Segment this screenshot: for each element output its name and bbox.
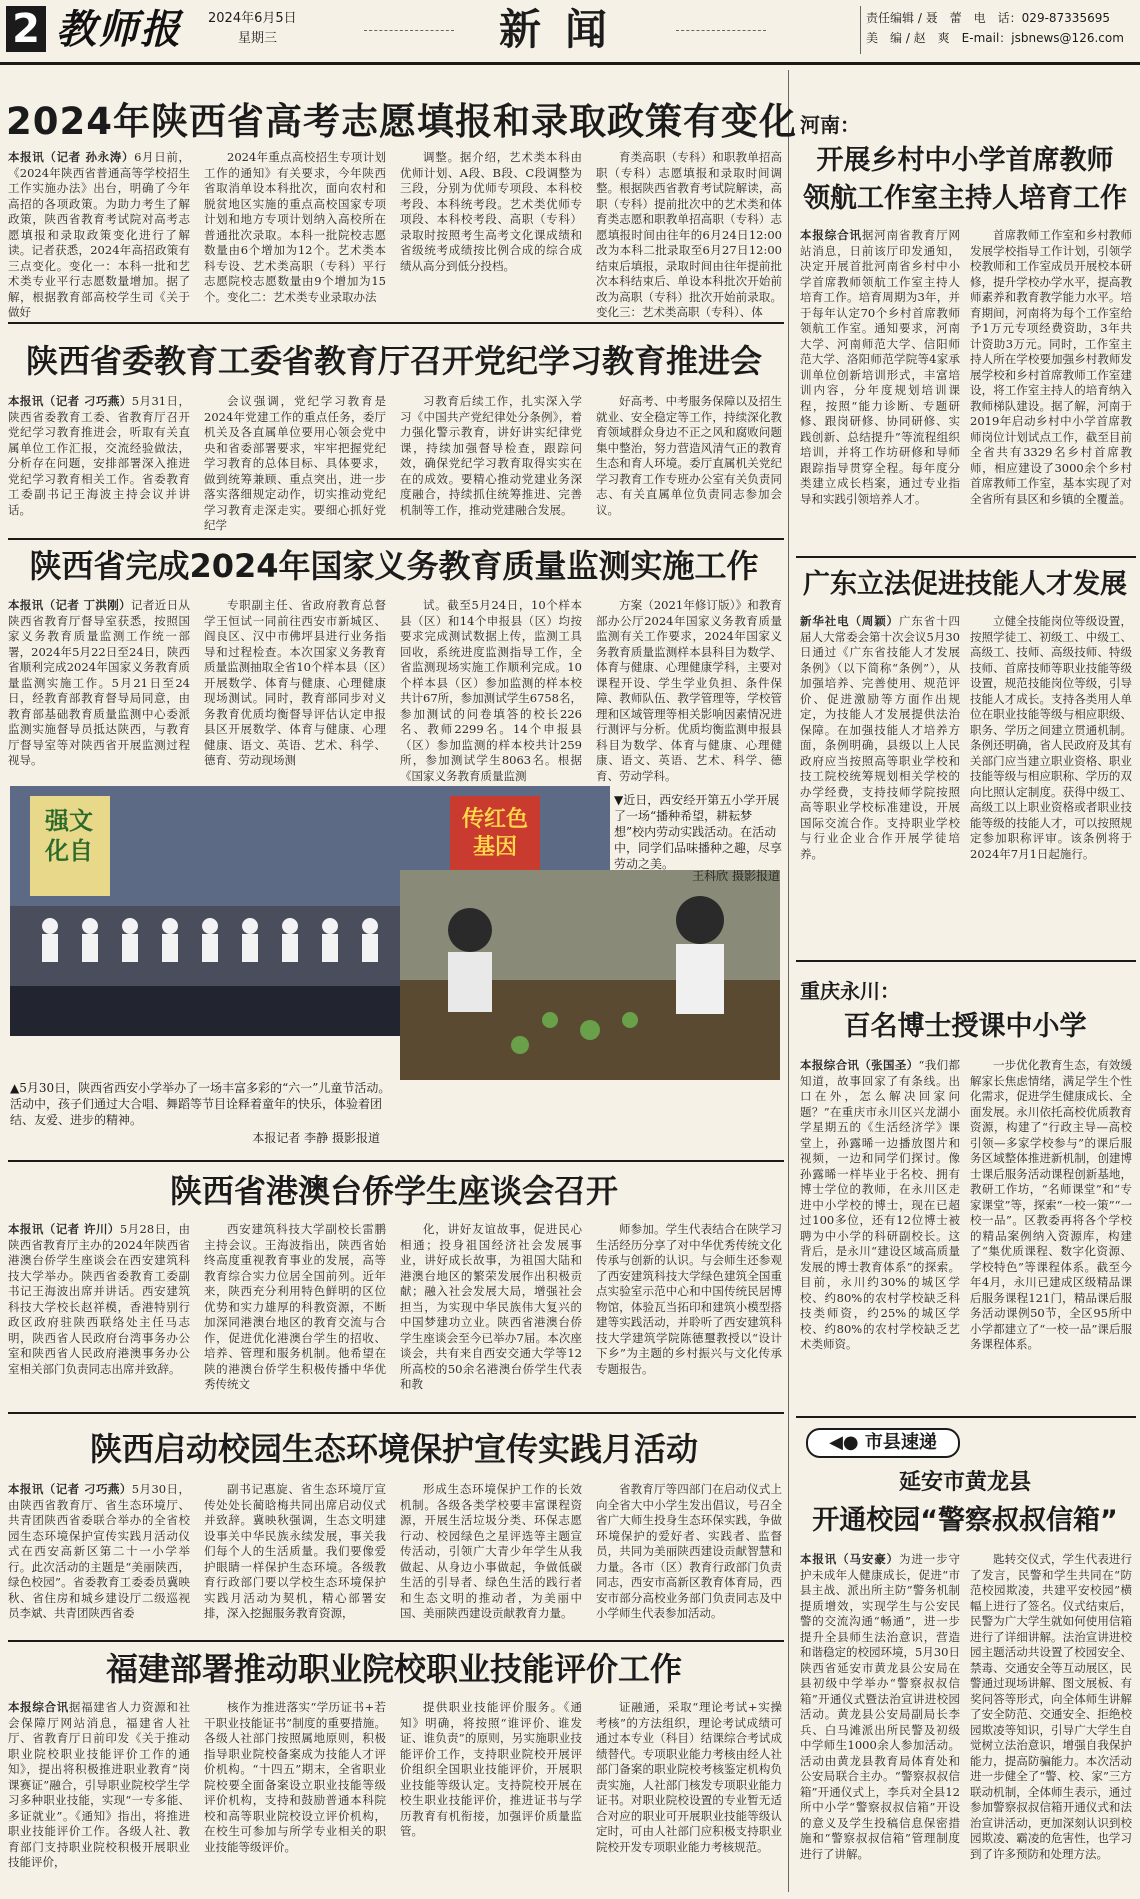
photo-planting-activity [400,870,780,1080]
article6-body [8,1700,784,1890]
page-number: 2 [6,6,46,52]
divider [8,322,784,324]
article2-byline: 本报讯（记者 刁巧燕） [8,394,132,408]
side3-col1: 本报综合讯（张国圣）“我们都知道，故事回家了有条线。出口在外，怎么解决回家问题？”在重庆市永川区兴龙湖小学星期五的《生活经济学》课堂上，孙露晞一边播放图片和视频，一边和同学们探讨。像孙露晞一样毕业于名校、拥有博士学位的教师，在永川区走进中小学校的博士，现在已超过100多位，还有12位博士被聘为中小学的科研副校长。这背后，是永川“建设区域高质量发展的博士教育体系”的探索。目前，永川约30%的城区学校、约80%的农村学校缺乏科技类师资，约25%的城区学校、约80%的农村学校缺乏艺术类师资。 [800,1058,960,1351]
article6-col4: 证融通，采取“理论考试+实操考核”的方法组织，理论考试成绩可通过本专业（科目）结课综合考试成绩替代。专项职业能力考核由经人社部门备案的职业院校考核鉴定机构负责实施，人社部门核发专项职业能力证书。对职业院校设置的专业暂无适合对应的职业可开展职业技能等级认定时，可由人社部门应积极支持职业院校开发专项职业能力考核规范。 [596,1700,782,1854]
article3-col3: 试。截至5月24日，10个样本县（区）和14个申报县（区）均按要求完成测试数据上传，监测工具回收，系统进度监测指导工作，全省监测现场实施工作顺利完成。10个样本县（区）参加监测的样本校共计67所，参加测试学生6758名，参加测试的问卷填答的校长226名、教师2299名。14个申报县（区）参加监测的样本校共计259所，参加测试学生8063名。根据《国家义务教育质量监测 [400,598,582,783]
article3-col4: 方案（2021年修订版）》和教育部办公厅2024年国家义务教育质量监测有关工作要求，2024年国家义务教育质量监测样本县科目为数学、体育与健康、心理健康学科，主要对课程开设、学生学业负担、条件保障、教师队伍、教学管理等，学校管理和区域管理等相关影响因素情况进行测评与分析。优质均衡监测申报县科目为数学、体育与健康、心理健康、语文、英语、艺术、科学、德育、劳动学科。 [596,598,782,783]
article1-byline: 本报讯（记者 孙永涛） [8,150,135,164]
side1-col1: 本报综合讯据河南省教育厅网站消息，日前该厅印发通知，决定开展首批河南省乡村中小学首席教师领航工作室主持人培育工作。培育周期为3年，并于每年认定70个乡村首席教师领航工作室。通知要求，河南大学、河南师范大学、信阳师范大学、洛阳师范学院等4家承训单位创新培训形式，丰富培训内容，分年度规划培训课程，按照“能力诊断、专题研修、跟岗研修、协同研修、实践创新、总结提升”等流程组织培训，并将工作坊研修和导师跟踪指导贯穿全程。每年度分类建立成长档案，通过专业指导和实践引领培养人才。 [800,228,960,506]
article2-headline: 陕西省委教育工委省教育厅召开党纪学习教育推进会 [25,342,762,380]
article2-col1: 本报讯（记者 刁巧燕）5月31日，陕西省委教育工委、省教育厅召开党纪学习教育推进会，听取有关直属单位工作汇报，交流经验做法，分析存在问题，安排部署深入推进党纪学习教育相关工作。省委教育工委副书记王海波主持会议并讲话。 [8,394,190,517]
article5-headline: 陕西启动校园生态环境保护宣传实践月活动 [89,1430,698,1468]
article2-col3: 习教育后续工作，扎实深入学习《中国共产党纪律处分条例》，着力强化警示教育，讲好讲实纪律党课，持续加强督导检查，跟踪问效，确保党纪学习教育取得实实在在的成效。要精心推动党建业务深度融合，持续抓住统筹推进、完善机制等工作，推动党建融合发展。 [400,394,582,517]
designer-line: 美 编 / 赵 爽 E-mail：jsbnews@126.com [866,31,1124,45]
photo-planting-activity-art [400,870,780,1080]
article2-col4: 好高考、中考服务保障以及招生就业、安全稳定等工作，持续深化教育领域群众身边不正之风和腐败问题集中整治，努力营造风清气正的教育生态和育人环境。委厅直属机关党纪学习教育工作专班办公室有关负责同志、有关直属单位负责同志参加会议。 [596,394,782,517]
article5-body [8,1482,784,1632]
article1-col2: 2024年重点高校招生专项计划工作的通知》有关要求，今年陕西省取消单设本科批次，面向农村和脱贫地区实施的重点高校国家专项计划和地方专项计划纳入高校所在普通批次录取。本科一批院校志愿数量由6个增加为12个。艺术类本科专设、艺术类高职（专科）平行志愿院校志愿数量由9个增加为15个。变化二：艺术类专业录取办法 [204,150,386,304]
masthead-divider [860,6,861,54]
article2-col2: 会议强调，党纪学习教育是2024年党建工作的重点任务，委厅机关及各直属单位要用心领会党中央和省委部署要求，牢牢把握党纪学习教育的总体目标、具体要求，做到统筹兼顾、重点突出，进一步落实落细规定动作，切实推动党纪学习教育走深走实。要细心抓好党纪学 [204,394,386,532]
article1-col3: 调整。据介绍，艺术类本科由优师计划、A段、B段、C段调整为三段，分别为优师专项段、本科校考段、本科统考段。艺术类优师专项段、本科校考段、高职（专科）录取时按照考生高考文化课成绩和省级统考成绩按比例合成的综合成绩从高分到低分投档。 [400,150,582,273]
credits [866,8,1124,48]
article3-body [8,598,784,783]
paper-name-logo: 教师报 [56,6,182,53]
side1-col2: 首席教师工作室和乡村教师发展学校指导工作计划，引领学校教师和工作室成员开展校本研修，提升学校办学水平，提高教师素养和教育教学能力水平。培育期间，河南将为每个工作室给予1万元专项经费资助，3年共计资助3万元。同时，工作室主持人所在学校要加强乡村教师发展学校和乡村首席教师工作室建设，将工作室主持人的培育纳入教师梯队建设。据了解，河南于2019年启动乡村中小学首席教师岗位计划试点工作，截至目前全省共有3329名乡村首席教师，相应建设了3000余个乡村首席教师工作室，基本实现了对全省所有县区和乡镇的全覆盖。 [970,228,1132,506]
issue-date: 2024年6月5日 [208,11,297,26]
side4-byline: 本报讯（马安豪） [800,1552,899,1566]
side4-col1: 本报讯（马安豪）为进一步守护未成年人健康成长，促进“市县主战、派出所主防”警务机制提质增效，实现学生与公安民警的交流沟通“畅通”，进一步提升全县师生法治意识，营造和谐稳定的校园环境，5月30日陕西省延安市黄龙县公安局在县初级中学举办“警察叔叔信箱”开通仪式暨法治宣讲进校园活动。黄龙县公安局副局长李兵、白马滩派出所民警及初级中学师生1000余人参加活动。活动由黄龙县教育局体育处和公安局联合主办。“警察叔叔信箱”开通仪式上，李兵对全县12所中小学“警察叔叔信箱”开设的意义及学生投稿信息保密措施和“警察叔叔信箱”管理制度进行了讲解。 [800,1552,960,1861]
article6-col2: 核作为推进落实“学历证书+若干职业技能证书”制度的重要措施。各级人社部门按照属地原则，积极指导职业院校备案成为技能人才评价机构。“十四五”期末，全省职业院校要全面备案设立职业技能等级评价机构，支持和鼓励普通本科院校和高等职业院校设立评价机构，在校生可参加与所学专业相关的职业技能等级评价。 [204,1700,386,1854]
article5-col2: 副书记惠旋、省生态环境厅宣传处处长蔺晗梅共同出席启动仪式并致辞。冀映秋强调，生态文明建设事关中华民族永续发展，事关我们每个人的生活质量。我们要像爱护眼睛一样保护生态环境。各级教育行政部门要以学校生态环境保护实践月活动为契机，精心部署安排，深入挖掘服务教育资源， [204,1482,386,1620]
side4-headline: 开通校园“警察叔叔信箱” [812,1505,1118,1536]
section-title: 新闻 [460,2,670,58]
article5-byline: 本报讯（记者 刁巧燕） [8,1482,132,1496]
side4-tag-label: 市县速递 [864,1432,937,1453]
side3-col2: 一步优化教育生态，有效缓解家长焦虑情绪，满足学生个性化需求，促进学生健康成长、全面发展。永川依托高校优质教育资源，构建了“行政主导—高校引领—多家学校参与”的课后服务区域整体推进新机制，创建博士课后服务活动课程创新基地，教研工作坊，“名师课堂”和“专家课堂”等，探索“一校一策”“一校一品”。区教委再将各个学校的精品案例纳入资源库，构建了“集优质课程、数字化资源、学校特色”等课程体系。截至今年4月，永川已建成区级精品课后服务课程121门，精品课后服务活动课例50节，全区95所中小学都建立了“一校一品”课后服务课程体系。 [970,1058,1132,1351]
photo1-caption: ▼近日，西安经开第五小学开展了一场“播种希望，耕耘梦想”校内劳动实践活动。在活动中，同学们品味播种之趣，尽享劳动之美。 [614,793,783,871]
article4-body [8,1222,784,1406]
article6-col1: 本报综合讯据福建省人力资源和社会保障厅网站消息，福建省人社厅、省教育厅日前印发《关于推动职业院校职业技能评价工作的通知》，提出将积极推进职业教育“岗课赛证”融合，引导职业院校学生学习多种职业技能，实现“一专多能、多证就业”。《通知》指出，将推进职业技能评价工作。各级人社、教育部门支持职业院校积极开展职业技能评价， [8,1700,191,1869]
article3-col2: 专职副主任、省政府教育总督学王恒试一同前往西安市新城区、阎良区、汉中市佛坪县进行业务指导和过程检查。本次国家义务教育质量监测抽取全省10个样本县（区）开展数学、体育与健康、心理健康现场测试。同时，教育部同步对义务教育优质均衡督导评估认定申报县区开展数学、体育与健康、心理健康、语文、英语、艺术、科学、德育、劳动现场测 [204,598,386,767]
article4-col3: 化，讲好友谊故事，促进民心相通；投身祖国经济社会发展事业，讲好成长故事，为祖国大陆和港澳台地区的繁荣发展作出积极贡献；融入社会发展大局，增强社会担当，为实现中华民族伟大复兴的中国梦建功立业。陕西省港澳台侨学生座谈会至今已举办7届。本次座谈会，共有来自西安交通大学等12所高校的50余名港澳台侨学生代表和教 [400,1222,582,1391]
side2-byline: 新华社电（周颖） [800,614,899,628]
side2-col2: 立健全技能岗位等级设置，按照学徒工、初级工、中级工、高级工、技师、高级技师、特级技师、首席技师等职业技能等级设置，规范技能岗位等级，引导技能人才成长。支持各类用人单位在职业技能等级与相应职级、职务、学历之间建立贯通机制。条例还明确，省人民政府及其有关部门应当建立职业资格、职业技能等级与相应职称、学历的双向比照认定制度。获得中级工、高级工以上职业资格或者职业技能等级的技能人才，可以按照规定参加职称评审。该条例将于2024年7月1日起施行。 [970,614,1132,861]
article3-headline: 陕西省完成2024年国家义务教育质量监测实施工作 [29,547,759,585]
side4-kicker: 延安市黄龙县 [898,1470,1031,1495]
divider [8,1412,784,1414]
photo2-credit: 本报记者 李静 摄影报道 [252,1131,380,1145]
side3-headline: 百名博士授课中小学 [843,1011,1087,1042]
side1-byline: 本报综合讯 [800,228,862,242]
divider [8,1160,784,1162]
article4-col4: 师参加。学生代表结合在陕学习生活经历分享了对中华优秀传统文化传承与创新的认识。与会师生还参观了西安建筑科技大学绿色建筑全国重点实验室示范中心和中国传统民居博物馆，体验瓦当拓印和建筑小模型搭建等实践活动，并聆听了西安建筑科技大学建筑学院陈德璽教授以“设计下乡”为主题的乡村振兴与文化传承专题报告。 [596,1222,782,1376]
article4-headline: 陕西省港澳台侨学生座谈会召开 [169,1172,618,1210]
article4-byline: 本报讯（记者 许川） [8,1222,120,1236]
article6-col3: 提供职业技能评价服务。《通知》明确，将按照“谁评价、谁发证、谁负责”的原则，另实施职业技能评价工作，支持职业院校开展评价组织全国职业技能评价，开展职业技能等级认定。支持院校开展在校生职业技能评价，推进证书与学历教育有机衔接，加强评价质量监管。 [400,1700,582,1838]
article2-body [8,394,784,536]
issue-weekday: 星期三 [238,31,278,46]
divider [796,556,1136,558]
article1-col1: 本报讯（记者 孙永涛）6月日前，《2024年陕西省普通高等学校招生工作实施办法》出台，明确了今年高招的各项政策。为助力考生了解政策，陕西省教育考试院对高考志愿填报和录取政策变化进行了解读。记者获悉，2024年高招政策有三点变化。变化一：本科一批和艺术类专业平行志愿数量增加。据了解，根据教育部高校学生司《关于做好 [8,150,190,319]
side1-headline-line2: 领航工作室主持人培育工作 [803,183,1127,214]
side2-col1: 新华社电（周颖）广东省十四届人大常委会第十次会议5月30日通过《广东省技能人才发展条例》（以下简称“条例”），从加强培养、完善使用、规范评价、促进激励等方面作出规定，为技能人才发展提供法治保障。在加强技能人才培养方面，条例明确，县级以上人民政府应当按照高等职业学校和技工院校统筹规划相关学校的办学经费，支持技师学院按照高等职业学校标准建设，开展国际交流合作。支持职业学校与行业企业合作开展学徒培养。 [800,614,960,861]
article5-col1: 本报讯（记者 刁巧燕）5月30日，由陕西省教育厅、省生态环境厅、共青团陕西省委联合举办的全省校园生态环境保护宣传实践月活动仪式在西安高新区第二十一小学举行。此次活动的主题是“美丽陕西，绿色校园”。省委教育工委委员冀映秋、省住房和城乡建设厅二级巡视员李斌、共青团陕西省委 [8,1482,190,1620]
editor-line: 责任编辑 / 聂 蕾 电 话：029-87335695 [866,11,1110,25]
photo-sign-right: 传红色基因 [461,807,528,860]
divider [796,1416,1136,1418]
side4-col2: 匙转交仪式，学生代表进行了发言，民警和学生共同在“防范校园欺凌，共建平安校园”横幅上进行了签名。仪式结束后，民警为广大学生就如何使用信箱进行了详细讲解。法治宣讲进校园主题活动共设置了校园安全、禁毒、交通安全等互动展区，民警通过现场讲解、图文展板、有奖问答等形式，向全体师生讲解了安全防范、交通安全、拒绝校园欺凌等知识，引导广大学生自觉树立法治意识，增强自我保护能力，提高防骗能力。本次活动进一步健全了“警、校、家”三方联动机制，全体师生表示，通过参加警察叔叔信箱开通仪式和法治宣讲活动，更加深刻认识到校园欺凌、霸凌的危害性，也学习到了许多预防和处理方法。 [970,1552,1132,1861]
article1-headline: 2024年陕西省高考志愿填报和录取政策有变化 [6,100,797,143]
side2-headline: 广东立法促进技能人才发展 [803,569,1127,600]
article6-headline: 福建部署推动职业院校职业技能评价工作 [105,1650,682,1688]
side3-byline: 本报综合讯（张国圣） [800,1058,919,1072]
side1-headline-line1: 开展乡村中小学首席教师 [816,145,1114,176]
fish-icon: ◀● [829,1432,859,1453]
side1-kicker: 河南： [800,113,860,137]
article4-col1: 本报讯（记者 许川）5月28日，由陕西省教育厅主办的2024年陕西省港澳台侨学生座谈会在西安建筑科技大学举办。陕西省委教育工委副书记王海波出席并讲话。西安建筑科技大学校长赵祥模，香港特别行政区政府驻陕西联络处主任马志明，陕西省人民政府台湾事务办公室和陕西省人民政府港澳事务办公室相关部门负责同志出席并致辞。 [8,1222,190,1376]
article6-byline: 本报综合讯 [8,1700,69,1714]
photo2-caption: ▲5月30日，陕西省西安小学举办了一场丰富多彩的“六一”儿童节活动。活动中，孩子们通过大合唱、舞蹈等节目诠释着童年的快乐，体验着团结、友爱、进步的精神。 [10,1081,391,1127]
masthead [0,0,1140,65]
divider [796,960,1136,962]
side3-kicker: 重庆永川： [800,979,900,1003]
article3-byline: 本报讯（记者 丁洪刚） [8,598,132,612]
article5-col4: 省教育厅等四部门在启动仪式上向全省大中小学生发出倡议，号召全省广大师生投身生态环保实践，争做环境保护的爱好者、实践者、监督员，共同为美丽陕西建设贡献智慧和力量。各市（区）教育行政部门负责同志，西安市高新区教育体育局，西安市部分高校业务部门负责同志及中小学师生代表参加活动。 [596,1482,782,1620]
column-divider [788,70,789,1892]
divider [8,538,784,540]
article4-col2: 西安建筑科技大学副校长雷鹏主持会议。王海波指出，陕西省始终高度重视教育事业的发展，高等教育综合实力位居全国前列。近年来，陕西充分利用特色鲜明的区位优势和实力雄厚的科教资源，不断加深同港澳台地区的教育交流与合作，促进优化港澳台学生的招收、培养、管理和服务机制。他希望在陕的港澳台侨学生积极传播中华优秀传统文 [204,1222,386,1391]
photo-sign-left: 强文化自 [45,807,93,865]
side4-tag [806,1428,960,1458]
article5-col3: 形成生态环境保护工作的长效机制。各级各类学校要丰富课程资源，开展生活垃圾分类、环保志愿行动、校园绿色之星评选等主题宣传活动，引领广大青少年学生从我做起、从身边小事做起，争做低碳生活的引导者、绿色生活的践行者和生态文明的推动者，为美丽中国、美丽陕西建设贡献教育力量。 [400,1482,582,1620]
photo1-credit: 王科欣 摄影报道 [692,869,780,883]
article3-col1: 本报讯（记者 丁洪刚）记者近日从陕西省教育厅督导室获悉，按照国家义务教育质量监测工作统一部署，2024年5月22日至24日，陕西省顺利完成2024年国家义务教育质量监测实施工作。5月21日至24日，经教育部教育督导局同意，由教育部基础教育质量监测中心委派监测实施督导员抵达陕西，与教育厅督导室等对陕西省开展监测过程视导。 [8,598,190,767]
article1-col4: 育类高职（专科）和职教单招高职（专科）志愿填报和录取时间调整。根据陕西省教育考试院解读，高职（专科）提前批次中的艺术类和体育类志愿和职教单招高职（专科）志愿填报时间由往年的6月24日12:00改为本科二批录取至6月27日12:00结束后填报，录取时间由往年提前批次本科结束后、单设本科批次开始前改为高职（专科）批次开始前录取。变化三：艺术类高职（专科）、体 [596,150,782,319]
divider [8,1640,784,1642]
article1-body [8,150,784,319]
